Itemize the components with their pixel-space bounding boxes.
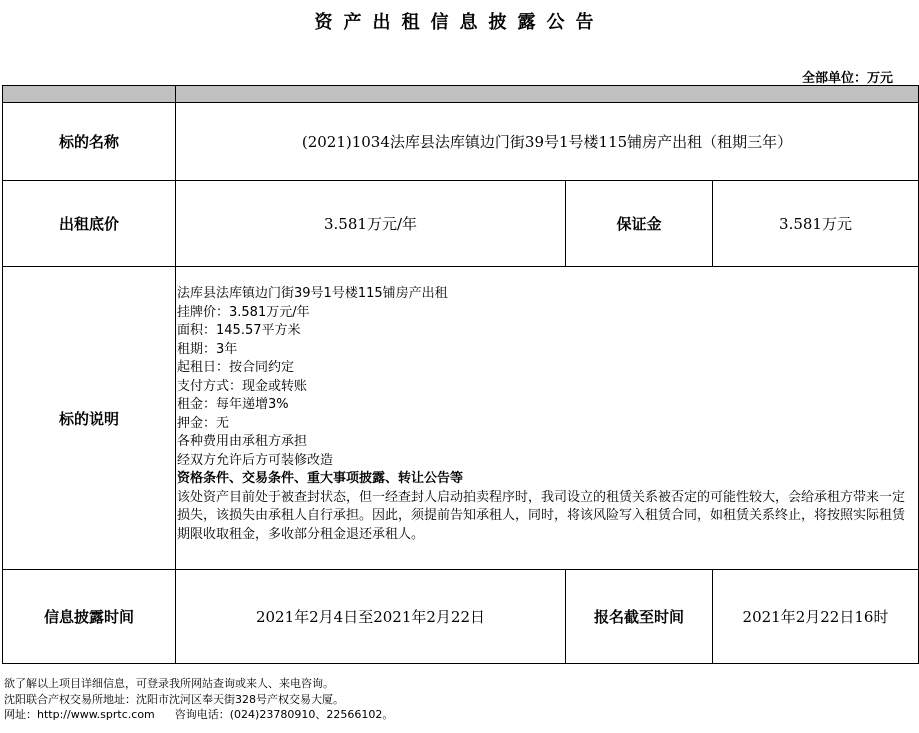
description-line: 经双方允许后方可装修改造 [177, 452, 334, 468]
disclosure-table [2, 85, 919, 664]
deposit-label: 保证金 [566, 181, 713, 267]
description-risk-paragraph: 该处资产目前处于被查封状态，但一经查封人启动拍卖程序时，我司设立的租赁关系被否定的可能性较大，会给承租方带来一定损失，该损失由承租人自行承担。因此，须提前告知承租人，同时，将该风险写入租赁合同，如租赁关系终止，将按照实际租赁期限收取租金，多收部分租金退还承租人。 [177, 489, 906, 542]
subject-name-value: (2021)1034法库县法库镇边门街39号1号楼115铺房产出租（租期三年） [176, 103, 919, 181]
description-line: 法库县法库镇边门街39号1号楼115铺房产出租 [177, 286, 448, 301]
description-line: 租金：每年递增3% [177, 397, 289, 412]
reserve-price-value: 3.581万元/年 [176, 181, 566, 267]
footer-line-inquiry: 欲了解以上项目详细信息，可登录我所网站查询或来人、来电咨询。 [4, 677, 334, 690]
header-cell-right [176, 86, 919, 103]
description-cell [176, 267, 919, 570]
footer-line-contact [4, 707, 393, 723]
description-line: 各种费用由承租方承担 [177, 434, 308, 449]
description-line: 面积：145.57平方米 [177, 323, 301, 338]
registration-deadline-label: 报名截至时间 [566, 570, 713, 664]
page-title: 资产出租信息披露公告 [314, 12, 605, 33]
description-line: 挂牌价：3.581万元/年 [177, 304, 310, 320]
description-line: 押金：无 [177, 415, 230, 431]
description-line: 支付方式：现金或转账 [177, 378, 308, 394]
description-line: 租期：3年 [177, 341, 238, 357]
footer-phone: 咨询电话：(024)23780910、22566102。 [174, 708, 394, 721]
row-price [3, 181, 919, 267]
description-label: 标的说明 [3, 267, 176, 570]
header-cell-left [3, 86, 176, 103]
row-subject-name [3, 103, 919, 181]
description-bold-heading: 资格条件、交易条件、重大事项披露、转让公告等 [177, 471, 464, 486]
row-description [3, 267, 919, 570]
deposit-value: 3.581万元 [713, 181, 919, 267]
table-header-row [3, 86, 919, 103]
registration-deadline-value: 2021年2月22日16时 [713, 570, 919, 664]
disclosure-time-value: 2021年2月4日至2021年2月22日 [176, 570, 566, 664]
footer-website[interactable]: 网址：http://www.sprtc.com [4, 708, 155, 721]
row-dates [3, 570, 919, 664]
description-line: 起租日：按合同约定 [177, 360, 295, 375]
subject-name-label: 标的名称 [3, 103, 176, 181]
footer-line-address: 沈阳联合产权交易所地址：沈阳市沈河区奉天街328号产权交易大厦。 [4, 692, 344, 706]
unit-label: 全部单位：万元 [801, 71, 893, 86]
reserve-price-label: 出租底价 [3, 181, 176, 267]
footer [4, 676, 393, 723]
disclosure-time-label: 信息披露时间 [3, 570, 176, 664]
